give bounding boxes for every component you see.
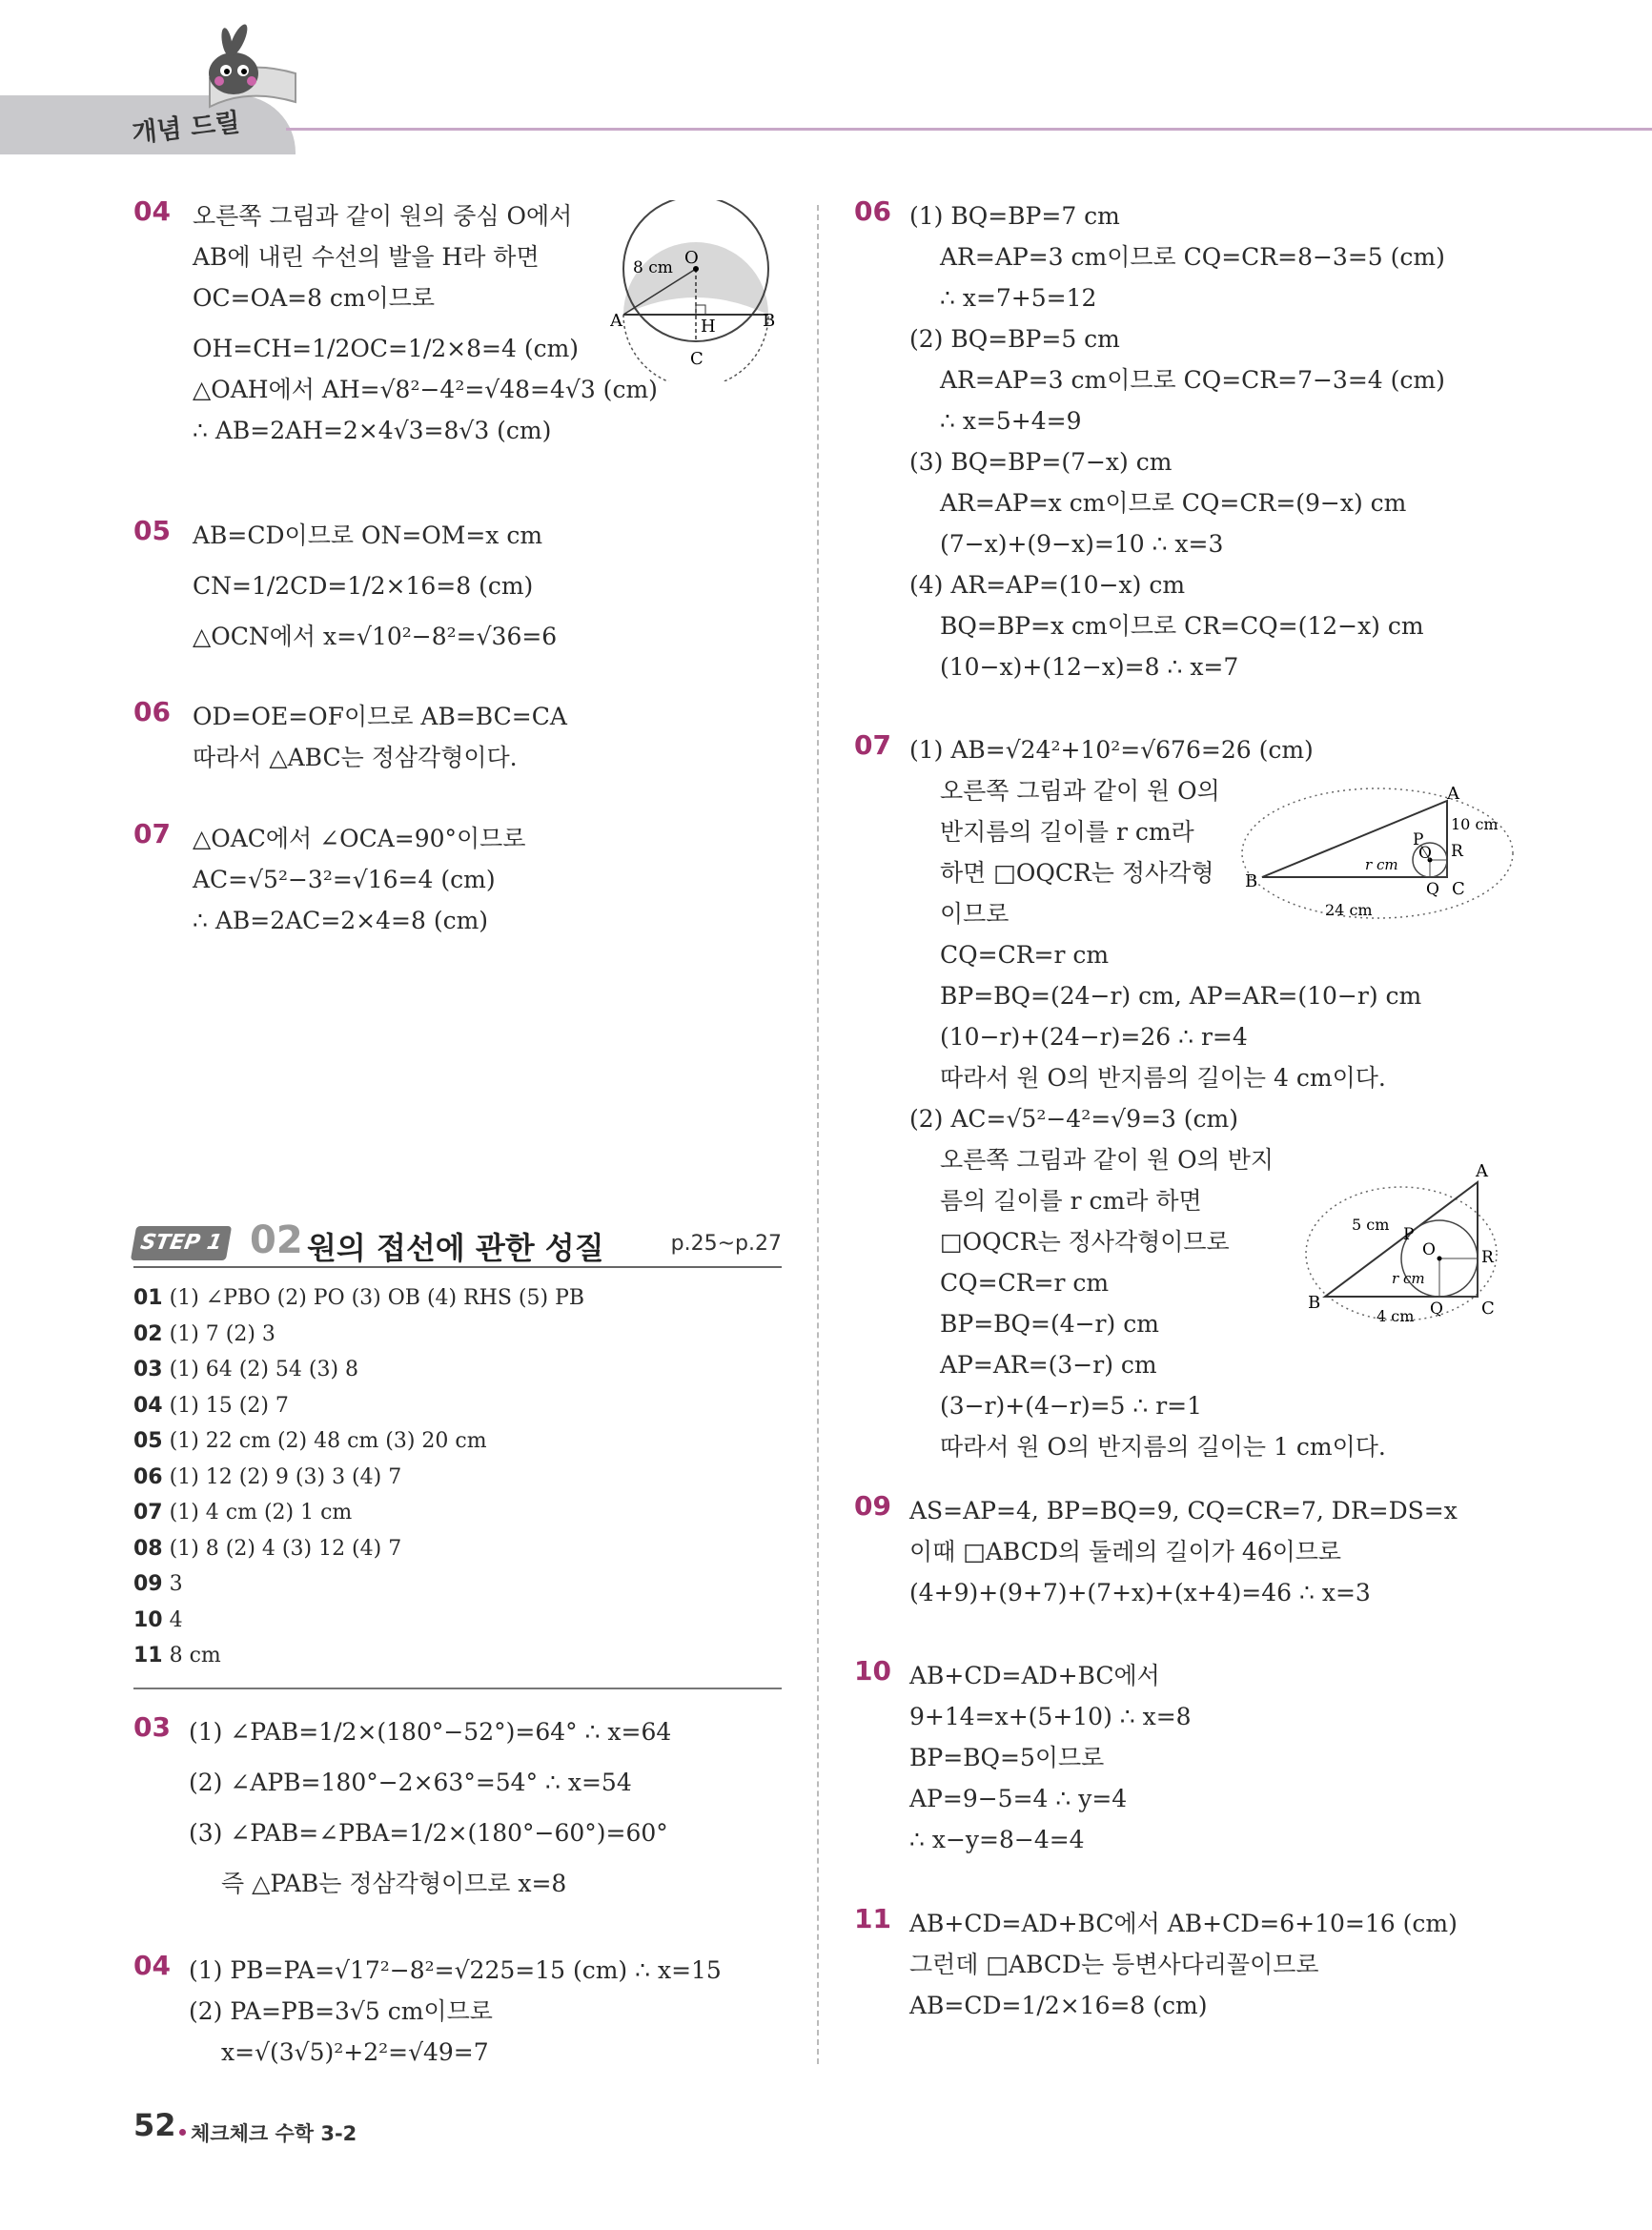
line: BP=BQ=(4−r) cm — [940, 1310, 1159, 1338]
label-A: A — [1447, 784, 1459, 804]
line: 따라서 원 O의 반지름의 길이는 4 cm이다. — [940, 1064, 1386, 1092]
line: (7−x)+(9−x)=10 ∴ x=3 — [940, 530, 1224, 558]
answer-item: 01 (1) ∠PBO (2) PO (3) OB (4) RHS (5) PB — [133, 1286, 585, 1310]
label-Q: Q — [1426, 880, 1439, 899]
line: (1) ∠PAB=1/2×(180°−52°)=64° ∴ x=64 — [189, 1718, 672, 1746]
line: AB에 내린 수선의 발을 H라 하면 — [193, 243, 540, 271]
line: ∴ x−y=8−4=4 — [909, 1826, 1085, 1853]
label-rcm: r cm — [1392, 1270, 1425, 1287]
label-C: C — [1481, 1299, 1495, 1319]
problem-number: 04 — [133, 195, 171, 227]
line: AB=CD이므로 ON=OM=x cm — [193, 522, 543, 549]
problem-number: 03 — [133, 1711, 171, 1743]
label-B: B — [1308, 1293, 1321, 1313]
problem-07 — [133, 818, 782, 941]
line: OH=CH=1/2OC=1/2×8=4 (cm) — [193, 335, 580, 362]
line: (2) ∠APB=180°−2×63°=54° ∴ x=54 — [189, 1769, 632, 1796]
label-R: R — [1481, 1248, 1494, 1267]
answer-item: 04 (1) 15 (2) 7 — [133, 1393, 289, 1418]
line: AP=AR=(3−r) cm — [940, 1351, 1157, 1379]
line: AC=√5²−3²=√16=4 (cm) — [193, 866, 496, 893]
header-rule — [286, 128, 1652, 131]
line: 오른쪽 그림과 같이 원 O의 반지 — [940, 1146, 1275, 1174]
line: BQ=BP=x cm이므로 CR=CQ=(12−x) cm — [940, 612, 1424, 640]
label-4cm: 4 cm — [1377, 1307, 1415, 1325]
line: 즉 △PAB는 정삼각형이므로 x=8 — [221, 1870, 567, 1897]
line: 따라서 원 O의 반지름의 길이는 1 cm이다. — [940, 1433, 1386, 1461]
line: △OAC에서 ∠OCA=90°이므로 — [193, 825, 526, 852]
step-tag: STEP 1 — [131, 1226, 232, 1260]
answer-item: 07 (1) 4 cm (2) 1 cm — [133, 1501, 353, 1524]
step-title: 원의 접선에 관한 성질 — [307, 1230, 604, 1266]
line: 오른쪽 그림과 같이 원의 중심 O에서 — [193, 202, 573, 230]
line: (10−x)+(12−x)=8 ∴ x=7 — [940, 653, 1239, 681]
problem-number: 09 — [854, 1490, 891, 1522]
line: 9+14=x+(5+10) ∴ x=8 — [909, 1703, 1192, 1730]
column-divider — [817, 205, 819, 2064]
triangle-incircle-figure-2 — [1296, 1154, 1516, 1335]
line: BP=BQ=(24−r) cm, AP=AR=(10−r) cm — [940, 982, 1422, 1010]
answer-item: 05 (1) 22 cm (2) 48 cm (3) 20 cm — [133, 1429, 487, 1453]
label-B: B — [1245, 871, 1258, 891]
label-O: O — [1422, 1240, 1436, 1259]
line: 반지름의 길이를 r cm라 — [940, 818, 1194, 846]
label-O: O — [1418, 844, 1432, 863]
line: CQ=CR=r cm — [940, 1269, 1110, 1297]
line: (3) ∠PAB=∠PBA=1/2×(180°−60°)=60° — [189, 1819, 668, 1847]
line: OC=OA=8 cm이므로 — [193, 284, 436, 312]
line: AB=CD=1/2×16=8 (cm) — [909, 1992, 1208, 2019]
line: (2) PA=PB=3√5 cm이므로 — [189, 1997, 493, 2025]
label-R: R — [1451, 842, 1463, 861]
label-24cm: 24 cm — [1325, 901, 1373, 919]
line: 그런데 □ABCD는 등변사다리꼴이므로 — [909, 1951, 1319, 1978]
problem-r06 — [854, 195, 1521, 729]
book-title: 체크체크 수학 3-2 — [191, 2122, 357, 2145]
line: AR=AP=3 cm이므로 CQ=CR=7−3=4 (cm) — [940, 366, 1445, 394]
line: (2) BQ=BP=5 cm — [909, 325, 1120, 353]
line: 오른쪽 그림과 같이 원 O의 — [940, 777, 1220, 805]
step-number: 02 — [250, 1218, 303, 1262]
line: ∴ x=5+4=9 — [940, 407, 1082, 435]
line: 이므로 — [940, 900, 1010, 928]
section-title: 개념 드릴 — [131, 108, 242, 149]
circle-chord-figure — [610, 200, 782, 381]
line: AP=9−5=4 ∴ y=4 — [909, 1785, 1128, 1812]
problem-r10 — [854, 1655, 1521, 1903]
answer-item: 06 (1) 12 (2) 9 (3) 3 (4) 7 — [133, 1464, 402, 1489]
line: (1) PB=PA=√17²−8²=√225=15 (cm) ∴ x=15 — [189, 1956, 722, 1984]
line: ∴ x=7+5=12 — [940, 284, 1097, 312]
answer-rule — [133, 1688, 782, 1689]
label-H: H — [701, 317, 716, 337]
label-O: O — [684, 248, 699, 268]
problem-number: 07 — [133, 818, 171, 849]
line: AB+CD=AD+BC에서 — [909, 1662, 1160, 1689]
problem-04b — [133, 1950, 782, 2073]
problem-number: 11 — [854, 1903, 891, 1934]
problem-number: 06 — [854, 195, 891, 227]
line: (3−r)+(4−r)=5 ∴ r=1 — [940, 1392, 1203, 1420]
line: AS=AP=4, BP=BQ=9, CQ=CR=7, DR=DS=x — [909, 1497, 1458, 1524]
label-C: C — [690, 349, 704, 369]
problem-r09 — [854, 1490, 1521, 1655]
line: CQ=CR=r cm — [940, 941, 1110, 969]
line: 이때 □ABCD의 둘레의 길이가 46이므로 — [909, 1538, 1342, 1565]
answer-item: 03 (1) 64 (2) 54 (3) 8 — [133, 1358, 359, 1381]
step-rule — [133, 1266, 782, 1268]
step-header — [133, 1218, 782, 1268]
answer-item: 10 4 — [133, 1607, 183, 1632]
answer-item: 02 (1) 7 (2) 3 — [133, 1321, 275, 1346]
problem-number: 10 — [854, 1655, 891, 1687]
line: (2) AC=√5²−4²=√9=3 (cm) — [909, 1105, 1239, 1133]
answer-item: 09 3 — [133, 1572, 183, 1596]
label-B: B — [763, 311, 776, 331]
line: (1) AB=√24²+10²=√676=26 (cm) — [909, 736, 1314, 764]
line: (1) BQ=BP=7 cm — [909, 202, 1120, 230]
line: OD=OE=OF이므로 AB=BC=CA — [193, 703, 567, 730]
right-column — [854, 195, 1521, 2026]
problem-number: 06 — [133, 696, 171, 727]
line: BP=BQ=5이므로 — [909, 1744, 1105, 1771]
rabbit-mascot-icon — [191, 21, 305, 116]
label-8cm: 8 cm — [633, 258, 673, 277]
answer-list — [133, 1280, 782, 1674]
problem-number: 04 — [133, 1950, 171, 1981]
label-C: C — [1452, 879, 1465, 899]
line: ∴ AB=2AC=2×4=8 (cm) — [193, 907, 489, 934]
answer-item: 08 (1) 8 (2) 4 (3) 12 (4) 7 — [133, 1536, 402, 1561]
line: □OQCR는 정사각형이므로 — [940, 1228, 1230, 1256]
line: ∴ AB=2AH=2×4√3=8√3 (cm) — [193, 417, 552, 444]
line: △OCN에서 x=√10²−8²=√36=6 — [193, 623, 558, 650]
label-5cm: 5 cm — [1352, 1216, 1390, 1234]
line: (10−r)+(24−r)=26 ∴ r=4 — [940, 1023, 1248, 1051]
line: 름의 길이를 r cm라 하면 — [940, 1187, 1202, 1215]
line: x=√(3√5)²+2²=√49=7 — [221, 2038, 489, 2066]
step-pages: p.25~p.27 — [670, 1232, 782, 1256]
line: (4+9)+(9+7)+(7+x)+(x+4)=46 ∴ x=3 — [909, 1579, 1371, 1606]
line: AR=AP=3 cm이므로 CQ=CR=8−3=5 (cm) — [940, 243, 1445, 271]
line: AB+CD=AD+BC에서 AB+CD=6+10=16 (cm) — [909, 1910, 1458, 1937]
label-P: P — [1403, 1225, 1415, 1244]
line: AR=AP=x cm이므로 CQ=CR=(9−x) cm — [940, 489, 1407, 517]
page-number: 52 — [133, 2107, 176, 2143]
line: 하면 □OQCR는 정사각형 — [940, 859, 1214, 887]
problem-05 — [133, 515, 782, 696]
label-10cm: 10 cm — [1451, 815, 1499, 833]
line: CN=1/2CD=1/2×16=8 (cm) — [193, 572, 534, 600]
problem-06 — [133, 696, 782, 778]
label-rcm: r cm — [1365, 856, 1398, 873]
label-A: A — [610, 311, 622, 331]
line: (3) BQ=BP=(7−x) cm — [909, 448, 1173, 476]
triangle-incircle-figure-1 — [1230, 782, 1516, 925]
problem-number: 07 — [854, 729, 891, 761]
left-lower-column — [133, 1711, 782, 2073]
label-A: A — [1476, 1161, 1488, 1181]
problem-number: 05 — [133, 515, 171, 546]
line: △OAH에서 AH=√8²−4²=√48=4√3 (cm) — [193, 376, 658, 403]
line: (4) AR=AP=(10−x) cm — [909, 571, 1186, 599]
label-P: P — [1413, 830, 1424, 849]
answer-item: 11 8 cm — [133, 1644, 221, 1667]
line: 따라서 △ABC는 정삼각형이다. — [193, 744, 518, 771]
label-Q: Q — [1430, 1299, 1443, 1319]
footer-bullet — [179, 2129, 186, 2136]
problem-r11 — [854, 1903, 1521, 2026]
problem-03 — [133, 1711, 782, 1950]
